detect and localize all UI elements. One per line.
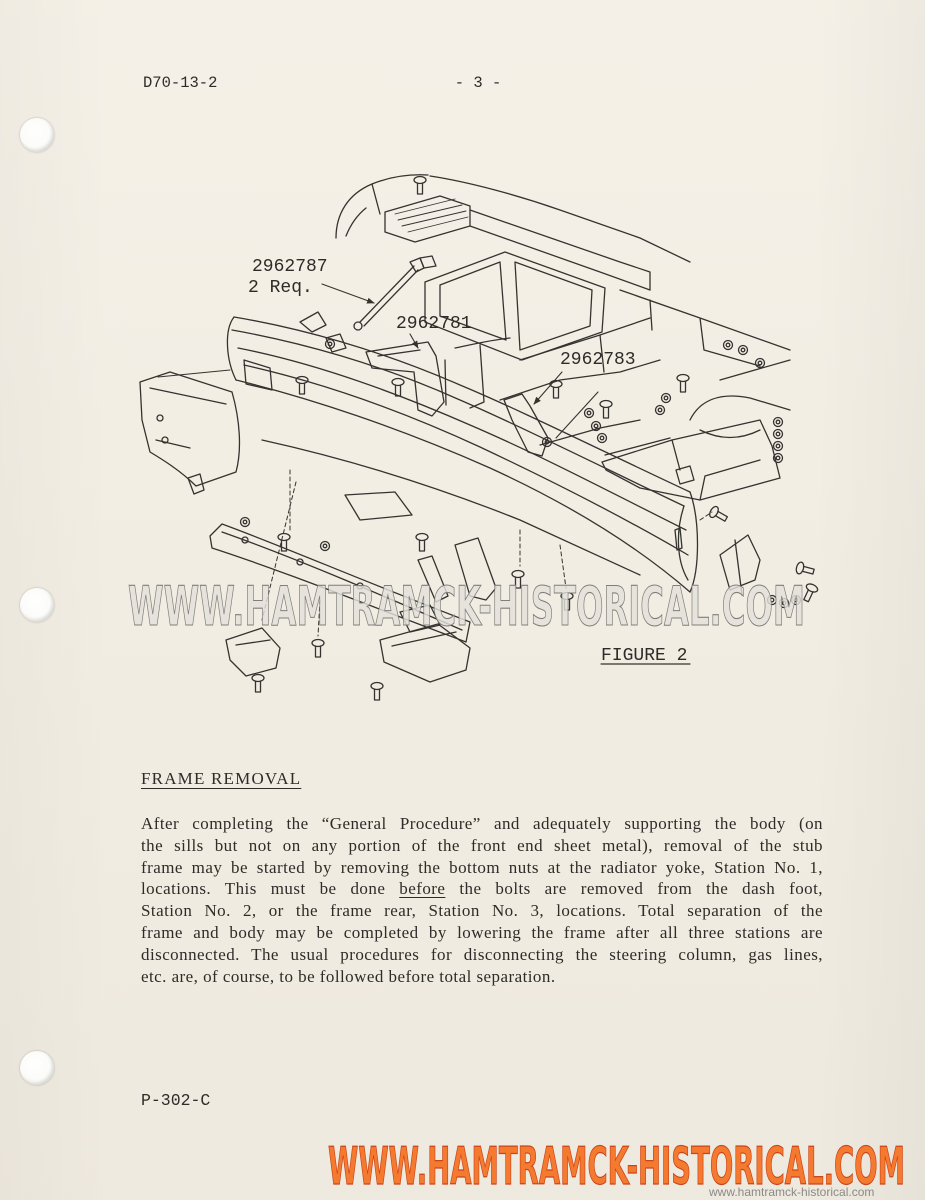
right-frame-assembly bbox=[602, 360, 790, 500]
paragraph-line bbox=[141, 878, 823, 900]
bumper-lower-flange bbox=[262, 440, 640, 575]
leader-extension bbox=[158, 370, 230, 377]
frame-line bbox=[445, 360, 446, 405]
grille-pane-right bbox=[515, 262, 592, 350]
bolt-shank bbox=[420, 540, 425, 551]
bumper-top-edge bbox=[234, 317, 690, 492]
bolt-head bbox=[677, 375, 689, 382]
bumper-bottom-edge bbox=[236, 380, 690, 592]
frame-line bbox=[470, 345, 484, 408]
washer bbox=[598, 434, 607, 443]
washer bbox=[774, 430, 783, 439]
bolt bbox=[416, 534, 428, 552]
washer-hole bbox=[758, 361, 762, 365]
frame-upper-arm bbox=[690, 396, 790, 420]
bolt bbox=[708, 505, 729, 524]
washer-hole bbox=[594, 424, 598, 428]
washer-hole bbox=[776, 444, 780, 448]
center-plate bbox=[345, 492, 412, 520]
hood-side-line bbox=[430, 176, 690, 262]
punch-hole bbox=[20, 118, 54, 152]
rod-part-number: 2962787 bbox=[252, 257, 328, 277]
washer bbox=[724, 341, 733, 350]
hood-inner-line bbox=[372, 184, 380, 214]
bracket-outline bbox=[504, 394, 548, 456]
bolt bbox=[677, 375, 689, 393]
hood-latch bbox=[385, 196, 470, 242]
frame-horn-detail bbox=[672, 440, 760, 500]
bolt-head bbox=[392, 379, 404, 386]
fender-edge bbox=[346, 208, 366, 236]
document-number: D70-13-2 bbox=[143, 74, 218, 92]
bolt-head bbox=[600, 401, 612, 408]
support-right-arm bbox=[620, 290, 790, 366]
extension-hole bbox=[157, 415, 163, 421]
center-bracket-part-number: 2962781 bbox=[396, 314, 472, 334]
bolt-shank bbox=[300, 383, 305, 394]
washer-outer bbox=[585, 409, 594, 418]
washer-hole bbox=[587, 411, 591, 415]
washer-outer bbox=[739, 346, 748, 355]
rod-quantity: 2 Req. bbox=[248, 278, 313, 298]
page-number: - 3 - bbox=[454, 74, 502, 92]
washer-hole bbox=[776, 432, 780, 436]
paragraph-line: the sills but not on any portion of the front end sheet metal), removal of the stub bbox=[141, 835, 823, 855]
bolt-shank bbox=[681, 381, 686, 392]
bolt-shank bbox=[375, 689, 380, 700]
washer bbox=[739, 346, 748, 355]
washer bbox=[656, 406, 665, 415]
washer-outer bbox=[774, 418, 783, 427]
washer-hole bbox=[600, 436, 604, 440]
bolt bbox=[371, 683, 383, 701]
washer-hole bbox=[328, 342, 332, 346]
latch-plate bbox=[385, 196, 470, 242]
frame-members bbox=[445, 318, 670, 455]
bolt bbox=[414, 177, 426, 195]
bolt-head bbox=[371, 683, 383, 690]
clip bbox=[300, 312, 326, 332]
banner-watermark-text: WWW.HAMTRAMCK-HISTORICAL.COM bbox=[328, 1140, 905, 1197]
punch-hole bbox=[20, 1051, 54, 1085]
washer bbox=[241, 518, 250, 527]
bolt-head bbox=[252, 675, 264, 682]
frame-removal-paragraph bbox=[141, 813, 823, 987]
paragraph-line: frame and body may be completed by lowering the frame after all three stations are bbox=[141, 922, 823, 942]
washer-hole bbox=[776, 456, 780, 460]
form-code: P-302-C bbox=[141, 1091, 211, 1110]
leader-2962781 bbox=[410, 334, 418, 348]
washer bbox=[774, 442, 783, 451]
bolt-shank bbox=[316, 646, 321, 657]
washer bbox=[321, 542, 330, 551]
washer bbox=[774, 418, 783, 427]
hood-and-fender bbox=[336, 175, 690, 262]
bolt bbox=[312, 640, 324, 658]
side-bracket-part-number: 2962783 bbox=[560, 350, 636, 370]
grille-clip bbox=[420, 256, 436, 268]
frame-horn bbox=[602, 420, 780, 500]
leader-lines bbox=[158, 284, 598, 438]
washer-hole bbox=[323, 544, 327, 548]
washer-outer bbox=[598, 434, 607, 443]
bolt-head bbox=[795, 561, 805, 574]
washer-hole bbox=[726, 343, 730, 347]
washer-outer bbox=[656, 406, 665, 415]
washer-outer bbox=[724, 341, 733, 350]
paragraph-line: disconnected. The usual procedures for disconnecting the steering column, gas lines, bbox=[141, 944, 823, 964]
line-text: the bolts are removed from the dash foot, bbox=[445, 879, 823, 899]
radiator-support bbox=[420, 210, 790, 366]
washer-hole bbox=[658, 408, 662, 412]
washer-outer bbox=[774, 430, 783, 439]
latch-hatching bbox=[395, 199, 468, 232]
bolt-shank bbox=[554, 387, 559, 398]
section-heading: FRAME REMOVAL bbox=[141, 769, 302, 788]
bolt bbox=[600, 401, 612, 419]
figure-2-drawing bbox=[0, 150, 925, 710]
washer-hole bbox=[776, 420, 780, 424]
paragraph-line: frame may be started by removing the bottom nuts at the radiator yoke, Station No. 1, bbox=[141, 857, 823, 877]
bolt-shank bbox=[256, 681, 261, 692]
washer bbox=[662, 394, 671, 403]
figure-caption: FIGURE 2 bbox=[601, 646, 688, 666]
bumper-end-extension bbox=[140, 372, 239, 494]
bolt bbox=[252, 675, 264, 693]
bolt-head bbox=[414, 177, 426, 184]
bolt-shank bbox=[604, 407, 609, 418]
bolt-head bbox=[416, 534, 428, 541]
washer-hole bbox=[741, 348, 745, 352]
washer bbox=[585, 409, 594, 418]
frame-end-block bbox=[676, 466, 694, 484]
emphasized-word: before bbox=[399, 879, 446, 899]
washer-outer bbox=[774, 442, 783, 451]
leader-2962787 bbox=[322, 284, 374, 303]
paragraph-line: After completing the “General Procedure” and adequately supporting the body (on bbox=[141, 814, 823, 833]
frame-line bbox=[540, 420, 640, 445]
frame-line bbox=[605, 438, 670, 455]
leader-2962783-secondary bbox=[556, 392, 598, 438]
support-lower-edge bbox=[470, 226, 650, 290]
rod-end-eye bbox=[354, 322, 362, 330]
washer-outer bbox=[321, 542, 330, 551]
center-watermark: WWW.HAMTRAMCK-HISTORICAL.COM bbox=[128, 575, 805, 638]
bolt-shank bbox=[418, 183, 423, 194]
frame-line bbox=[455, 338, 510, 348]
line-text: locations. This must be done bbox=[141, 879, 400, 899]
bolt-head bbox=[312, 640, 324, 647]
rod-end-tab bbox=[410, 258, 424, 272]
washer-outer bbox=[241, 518, 250, 527]
watermark-url: www.hamtramck-historical.com bbox=[709, 1185, 875, 1199]
bolt-head bbox=[278, 534, 290, 541]
paragraph-line: etc. are, of course, to be followed before total separation. bbox=[141, 966, 556, 986]
washer-outer bbox=[662, 394, 671, 403]
paragraph-line: Station No. 2, or the frame rear, Station No. 3, locations. Total separation of the bbox=[141, 901, 823, 921]
extension-inner-line bbox=[150, 388, 226, 448]
washer-hole bbox=[664, 396, 668, 400]
bracket-2962783 bbox=[504, 394, 548, 456]
washer-hole bbox=[243, 520, 247, 524]
